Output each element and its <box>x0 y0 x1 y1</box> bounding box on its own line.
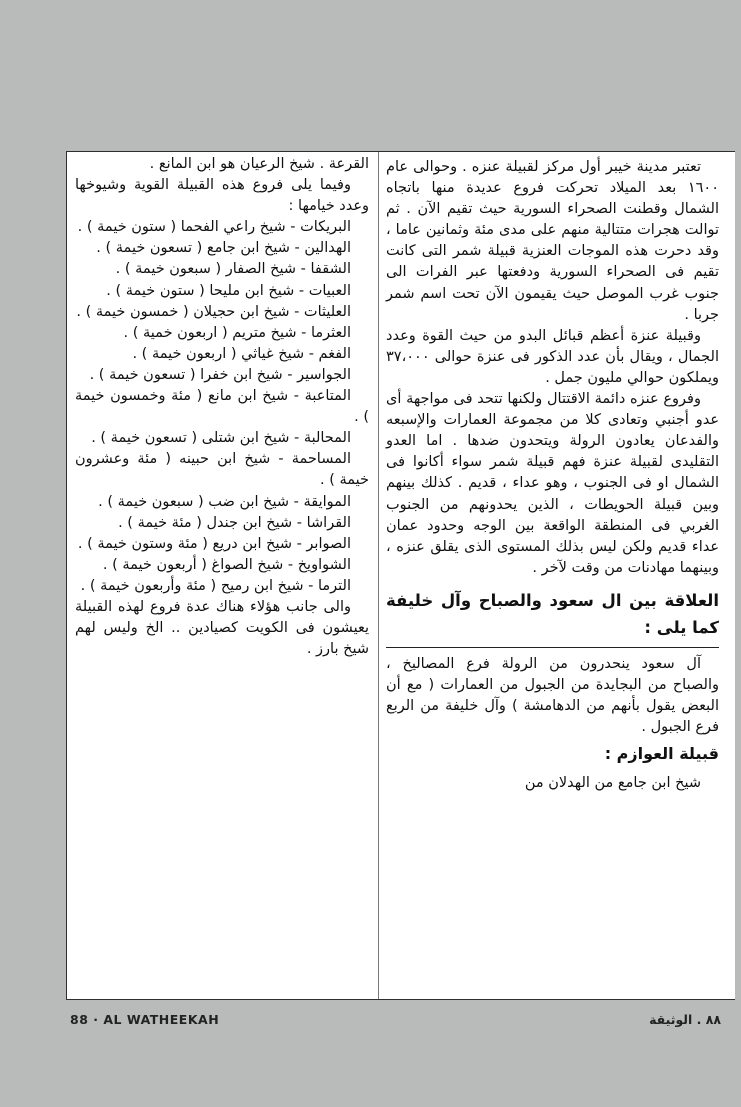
heading-underline <box>386 647 719 648</box>
list-item: الشواويخ - شيخ الصواغ ( أربعون خيمة ) . <box>102 556 351 573</box>
list-item: المساحمة - شيخ ابن حبينه ( مئة وعشرون خيمة ) . <box>75 451 369 489</box>
section-heading-awazem: قبيلة العوازم : <box>604 744 719 764</box>
paragraph-awazem: شيخ ابن جامع من الهدلان من <box>524 775 701 792</box>
paragraph-history: تعتبر مدينة خيبر أول مركز لقبيلة عنزه . وحوالى عام ١٦٠٠ بعد الميلاد تحركت فروع عديدة منها باتجاه الشمال وقطنت الصحراء السورية حيث تقيم الآن . ثم توالت هجرات متتالية منهم على مدى مئة وثمانين عاما ، وقد دحرت هذه الموجات العنزية قبيلة شمر التى كانت تقيم فى الصحراء السورية ودفعتها عبر الفرات الى جنوب غرب الموصل حيث يقيمون الآن تحت اسم شمر جربا . <box>386 159 719 323</box>
list-item: الصوابر - شيخ ابن دريع ( مئة وستون خيمة ) . <box>77 535 351 552</box>
list-item: الجواسير - شيخ ابن خفرا ( تسعون خيمة ) . <box>89 366 351 383</box>
list-item: المحالبة - شيخ ابن شتلى ( تسعون خيمة ) . <box>91 430 351 447</box>
list-item: الشقفا - شيخ الصفار ( سبعون خيمة ) . <box>115 261 351 278</box>
paragraph-lineage: آل سعود ينحدرون من الرولة فرع المصاليخ ، والصباح من البجايدة من الجبول من العمارات ( مع أن البعض يقول بأنهم من الدهامشة ) وآل خليفة من الربع فرع الجبول . <box>386 655 719 736</box>
list-item: الفغم - شيخ غياثي ( اربعون خيمة ) . <box>132 345 351 362</box>
list-item: العليثات - شيخ ابن حجيلان ( خمسون خيمة ) . <box>76 303 351 320</box>
list-item: العثرما - شيخ متريم ( اربعون خمية ) . <box>123 324 351 341</box>
list-item: الهدالين - شيخ ابن جامع ( تسعون خيمة ) . <box>96 240 351 257</box>
list-item: العبيات - شيخ ابن مليحا ( ستون خيمة ) . <box>106 282 351 299</box>
paragraph-rivalries: وفروع عنزه دائمة الاقتتال ولكنها تتحد فى مواجهة أى عدو أجنبي وتعادى كلا من مجموعة العمارات والإسبعه والفدعان يعادون الرولة ويتحدون ضدها . اما العدو التقليدى لقبيلة عنزة فهم قبيلة شمر سواء أكانوا فى الشمال او فى الجنوب ، وهو عداء ، قديم . كذلك بينهم وبين قبيلة الحويطات ، الذين يحدونهم من الجنوب الغربي فى المنطقة الواقعة بين الوجه وحدود عمان عداء قديم ولكن ليس بذلك المستوى الذى يقلق عنزه ، وبينهما مهادنات من وقت لآخر . <box>386 391 719 576</box>
list-item: المتاعبة - شيخ ابن مانع ( مئة وخمسون خيمة ) . <box>75 388 369 426</box>
list-paragraph: وفيما يلى فروع هذه القبيلة القوية وشيوخها وعدد خيامها : <box>75 177 369 215</box>
list-item: القراشا - شيخ ابن جندل ( مئة خيمة ) . <box>118 514 351 531</box>
column-divider <box>378 152 379 999</box>
paragraph-strength: وقبيلة عنزة أعظم قبائل البدو من حيث القوة وعدد الجمال ، ويقال بأن عدد الذكور فى عنزة حوالى ٣٧،٠٠٠ ويملكون حوالي مليون جمل . <box>386 327 719 386</box>
list-paragraph: والى جانب هؤلاء هناك عدة فروع لهذه القبيلة يعيشون فى الكويت كصيادين .. الخ وليس لهم شيخ بارز . <box>75 598 369 658</box>
section-heading-relations: العلاقة بين ال سعود والصباح وآل خليفة كما يلى : <box>386 590 719 637</box>
footer-page-label-arabic: ٨٨ . الوثيقة <box>649 1012 721 1027</box>
list-item: الموايقة - شيخ ابن ضب ( سبعون خيمة ) . <box>98 493 351 510</box>
list-paragraph: القرعة . شيخ الرعيان هو ابن المانع . <box>149 156 369 172</box>
left-column <box>75 154 369 660</box>
article-page <box>66 151 735 1000</box>
footer-page-label-latin: 88 · AL WATHEEKAH <box>70 1012 220 1027</box>
list-item: الترما - شيخ ابن رميح ( مئة وأربعون خيمة ) . <box>80 577 351 594</box>
right-column <box>386 157 719 794</box>
list-item: البريكات - شيخ راعي الفحما ( ستون خيمة ) . <box>77 219 351 236</box>
